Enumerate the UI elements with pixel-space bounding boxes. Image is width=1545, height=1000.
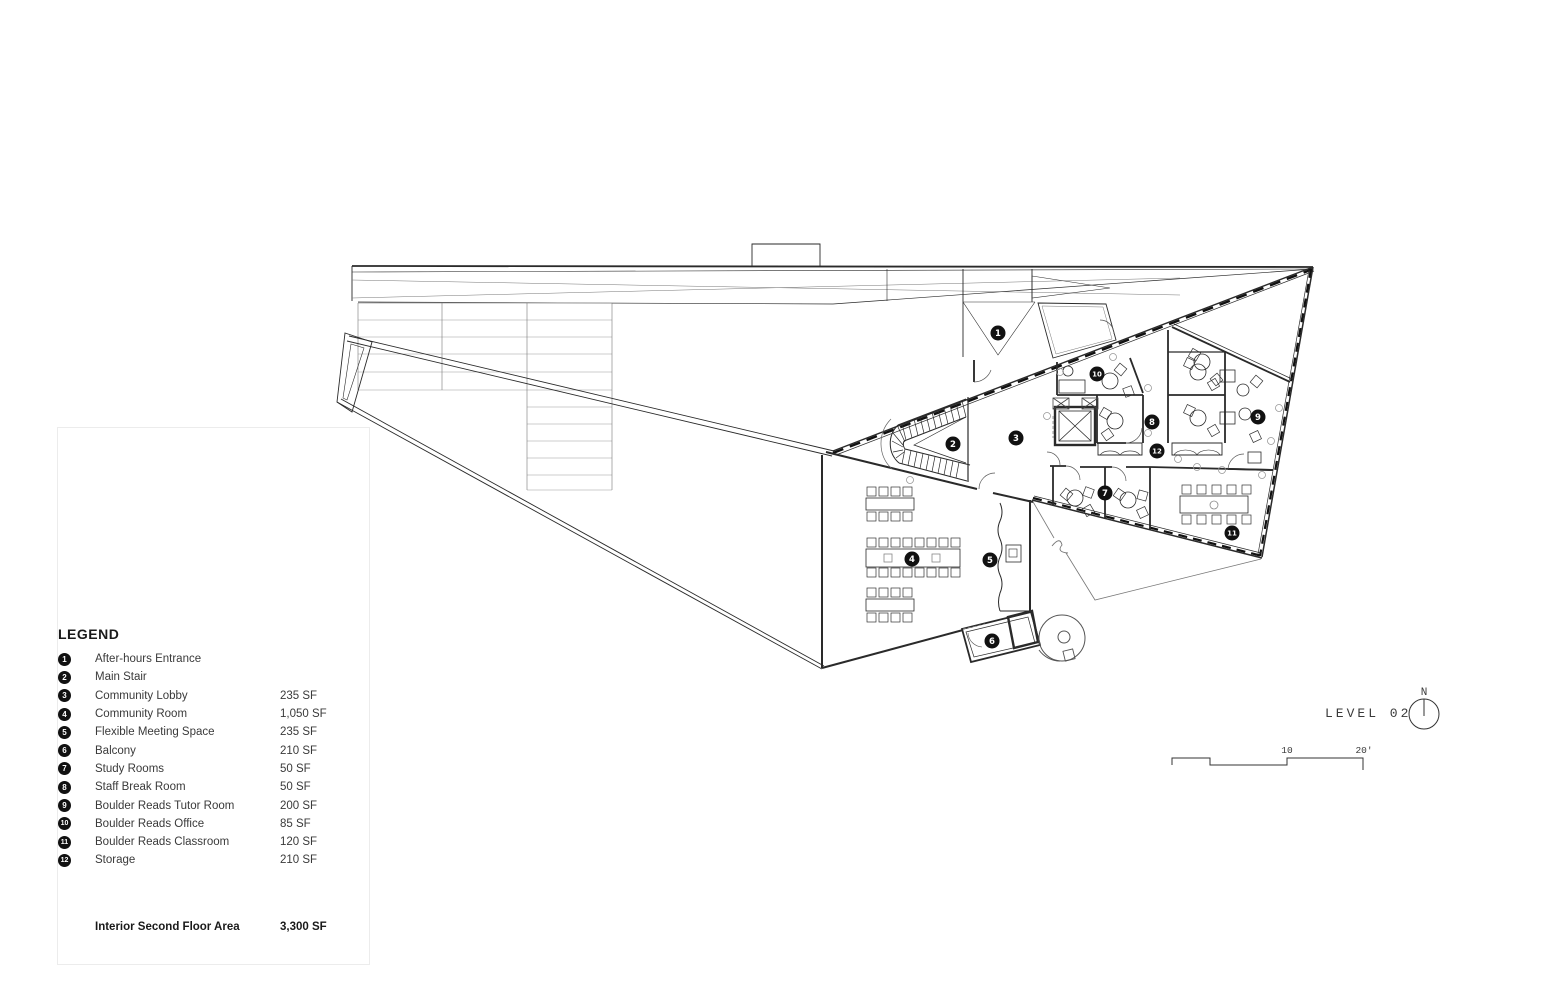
room-marker-num-12: 12 <box>1152 447 1162 456</box>
legend-item-label: Community Lobby <box>95 689 188 702</box>
scale-end-label: 20' <box>1355 745 1373 756</box>
left-wing-roof <box>337 333 834 669</box>
legend-item-area: 210 SF <box>280 854 318 867</box>
main-diagonal-wall <box>833 267 1314 455</box>
legend-item-area: 1,050 SF <box>280 708 327 721</box>
legend-total <box>58 921 378 933</box>
balcony <box>962 611 1040 662</box>
legend-item-badge: 8 <box>58 781 71 794</box>
level-label: LEVEL 02 <box>1325 706 1412 721</box>
legend-item <box>58 687 378 705</box>
legend-item-badge: 10 <box>58 817 71 830</box>
north-label: N <box>1420 687 1428 699</box>
legend-item-badge: 7 <box>58 762 71 775</box>
legend-item-label: Study Rooms <box>95 762 165 775</box>
elevator <box>1053 407 1095 445</box>
legend-item-label: After-hours Entrance <box>95 653 202 666</box>
furniture <box>866 354 1261 611</box>
legend-item-area: 120 SF <box>280 836 318 849</box>
room-marker-num-1: 1 <box>995 328 1001 339</box>
legend-item-area: 235 SF <box>280 689 318 702</box>
legend-item <box>58 741 378 759</box>
legend-item-area: 85 SF <box>280 817 311 830</box>
legend <box>58 626 378 870</box>
legend-item <box>58 833 378 851</box>
room-marker-num-3: 3 <box>1013 433 1019 444</box>
entry-canopy-folds <box>963 276 1110 355</box>
chairs <box>867 348 1263 622</box>
operable-partition <box>998 503 1002 611</box>
legend-item <box>58 668 378 686</box>
room-marker-num-4: 4 <box>909 554 915 565</box>
legend-total-label: Interior Second Floor Area <box>95 921 240 933</box>
room-marker-num-7: 7 <box>1102 488 1108 499</box>
roof-hatch-bump <box>752 244 820 267</box>
legend-item <box>58 705 378 723</box>
legend-item-label: Boulder Reads Classroom <box>95 836 230 849</box>
legend-item <box>58 778 378 796</box>
roof-terrace-grid <box>358 303 612 490</box>
community-room-walls <box>822 452 1033 668</box>
legend-heading: LEGEND <box>58 626 120 642</box>
legend-item-area: 50 SF <box>280 781 311 794</box>
legend-item-badge: 5 <box>58 726 71 739</box>
legend-item-label: Main Stair <box>95 671 147 684</box>
legend-item-badge: 12 <box>58 854 71 867</box>
legend-item-badge: 1 <box>58 653 71 666</box>
legend-item-label: Storage <box>95 854 136 867</box>
room-marker-num-8: 8 <box>1149 417 1155 428</box>
room-marker-num-2: 2 <box>950 439 956 450</box>
legend-item <box>58 796 378 814</box>
spiral-stair <box>1039 615 1085 661</box>
room-marker-num-11: 11 <box>1227 529 1237 538</box>
legend-item <box>58 851 378 869</box>
room-marker-num-9: 9 <box>1255 412 1261 423</box>
scale-bar <box>1172 758 1363 770</box>
legend-item-label: Boulder Reads Office <box>95 817 205 830</box>
legend-item-area: 210 SF <box>280 744 318 757</box>
legend-total-area: 3,300 SF <box>280 921 327 933</box>
room-markers <box>905 326 1266 649</box>
room-marker-num-6: 6 <box>989 636 995 647</box>
room-marker-num-10: 10 <box>1092 370 1102 379</box>
room-marker-num-5: 5 <box>987 555 993 566</box>
legend-item-badge: 11 <box>58 836 71 849</box>
legend-item-area: 50 SF <box>280 762 311 775</box>
north-arrow <box>1409 699 1439 729</box>
legend-item-label: Boulder Reads Tutor Room <box>95 799 235 812</box>
floor-envelope <box>1032 267 1313 558</box>
legend-item <box>58 815 378 833</box>
legend-item-badge: 4 <box>58 708 71 721</box>
legend-item <box>58 723 378 741</box>
legend-item-badge: 6 <box>58 744 71 757</box>
legend-item-label: Balcony <box>95 744 136 757</box>
legend-item-area: 200 SF <box>280 799 318 812</box>
break-line-symbol <box>1052 541 1068 553</box>
legend-item-badge: 2 <box>58 671 71 684</box>
legend-rows <box>58 650 378 870</box>
flex-meeting-room <box>1000 500 1031 611</box>
scale-mid-label: 10 <box>1281 745 1293 756</box>
legend-item-label: Flexible Meeting Space <box>95 726 215 739</box>
legend-item <box>58 760 378 778</box>
legend-item-label: Community Room <box>95 708 188 721</box>
legend-item-area: 235 SF <box>280 726 318 739</box>
legend-item-label: Staff Break Room <box>95 781 186 794</box>
legend-item-badge: 9 <box>58 799 71 812</box>
legend-item-badge: 3 <box>58 689 71 702</box>
legend-item <box>58 650 378 668</box>
